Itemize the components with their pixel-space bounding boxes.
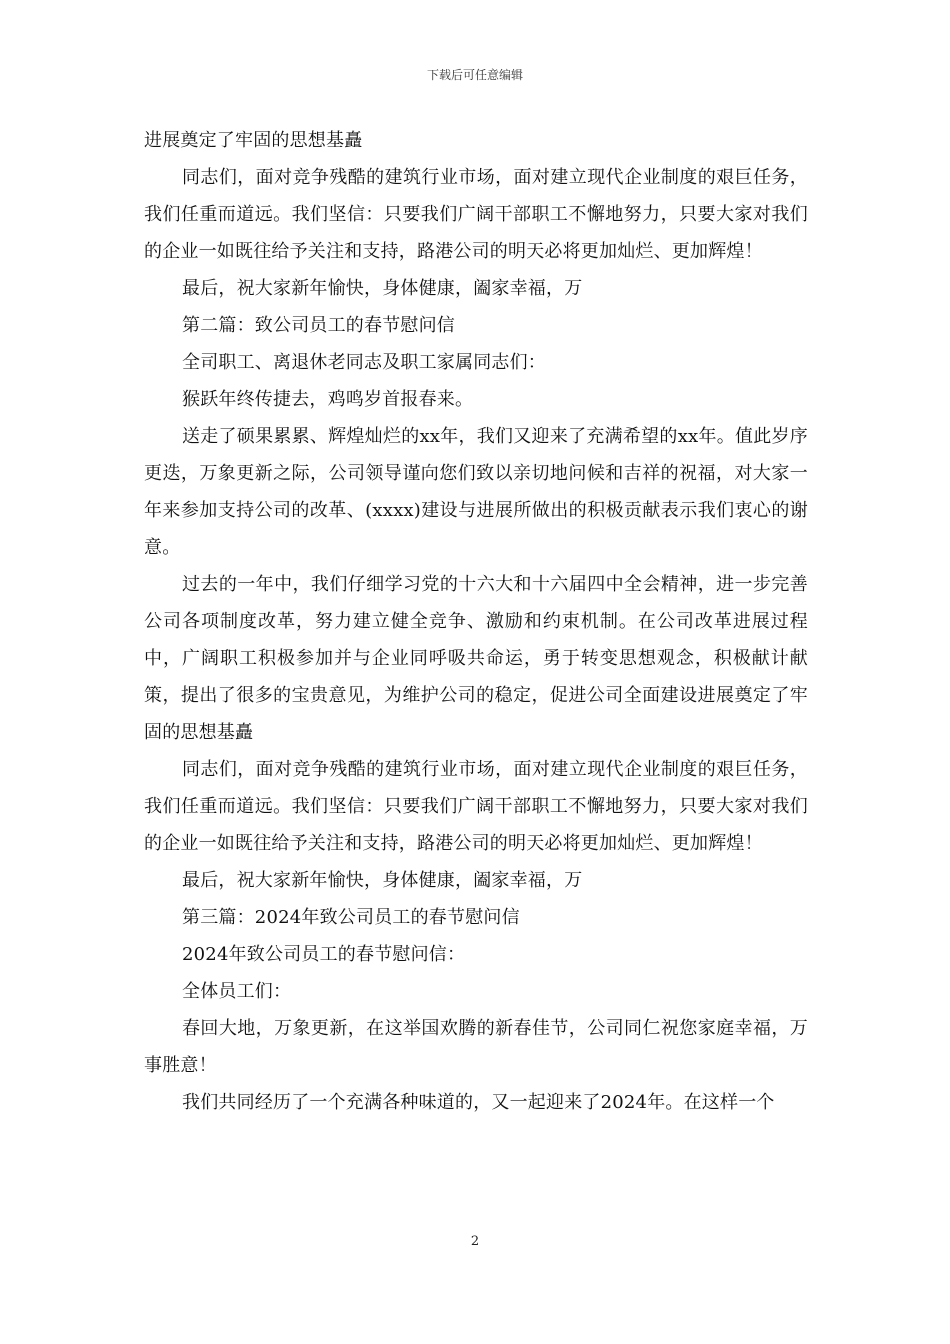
paragraph: 猴跃年终传捷去，鸡鸣岁首报春来。 [182, 389, 474, 410]
document-body [144, 122, 808, 1121]
section-heading: 第二篇：致公司员工的春节慰问信 [182, 315, 455, 336]
paragraph: 最后，祝大家新年愉快，身体健康，阖家幸福，万 [182, 278, 583, 299]
paragraph: 同志们，面对竞争残酷的建筑行业市场，面对建立现代企业制度的艰巨任务，我们任重而道远。我们坚信：只要我们广阔干部职工不懈地努力，只要大家对我们的企业一如既往给予关注和支持，路港公司的明天必将更加灿烂、更加辉煌！ [144, 759, 808, 854]
page-number: 2 [470, 1234, 480, 1249]
paragraph: 送走了硕果累累、辉煌灿烂的xx年，我们又迎来了充满希望的xx年。值此岁序更迭，万象更新之际，公司领导谨向您们致以亲切地问候和吉祥的祝福，对大家一年来参加支持公司的改革、(xxxx)建设与进展所做出的积极贡献表示我们衷心的谢意。 [144, 426, 808, 558]
salutation: 全司职工、离退休老同志及职工家属同志们： [182, 352, 546, 373]
salutation: 全体员工们： [182, 981, 292, 1002]
section-heading: 第三篇：2024年致公司员工的春节慰问信 [182, 907, 520, 928]
paragraph: 2024年致公司员工的春节慰问信： [182, 944, 466, 965]
paragraph: 同志们，面对竞争残酷的建筑行业市场，面对建立现代企业制度的艰巨任务，我们任重而道远。我们坚信：只要我们广阔干部职工不懈地努力，只要大家对我们的企业一如既往给予关注和支持，路港公司的明天必将更加灿烂、更加辉煌！ [144, 167, 808, 262]
paragraph: 过去的一年中，我们仔细学习党的十六大和十六届四中全会精神，进一步完善公司各项制度改革，努力建立健全竞争、激励和约束机制。在公司改革进展过程中，广阔职工积极参加并与企业同呼吸共命运，勇于转变思想观念，积极献计献策，提出了很多的宝贵意见，为维护公司的稳定，促进公司全面建设进展奠定了牢固的思想基矗 [144, 574, 808, 743]
paragraph: 最后，祝大家新年愉快，身体健康，阖家幸福，万 [182, 870, 583, 891]
page-header: 下载后可任意编辑 [426, 68, 523, 82]
paragraph: 进展奠定了牢固的思想基矗 [144, 130, 363, 151]
paragraph: 我们共同经历了一个充满各种味道的，又一起迎来了2024年。在这样一个 [182, 1092, 775, 1113]
paragraph: 春回大地，万象更新，在这举国欢腾的新春佳节，公司同仁祝您家庭幸福，万事胜意！ [144, 1018, 808, 1076]
